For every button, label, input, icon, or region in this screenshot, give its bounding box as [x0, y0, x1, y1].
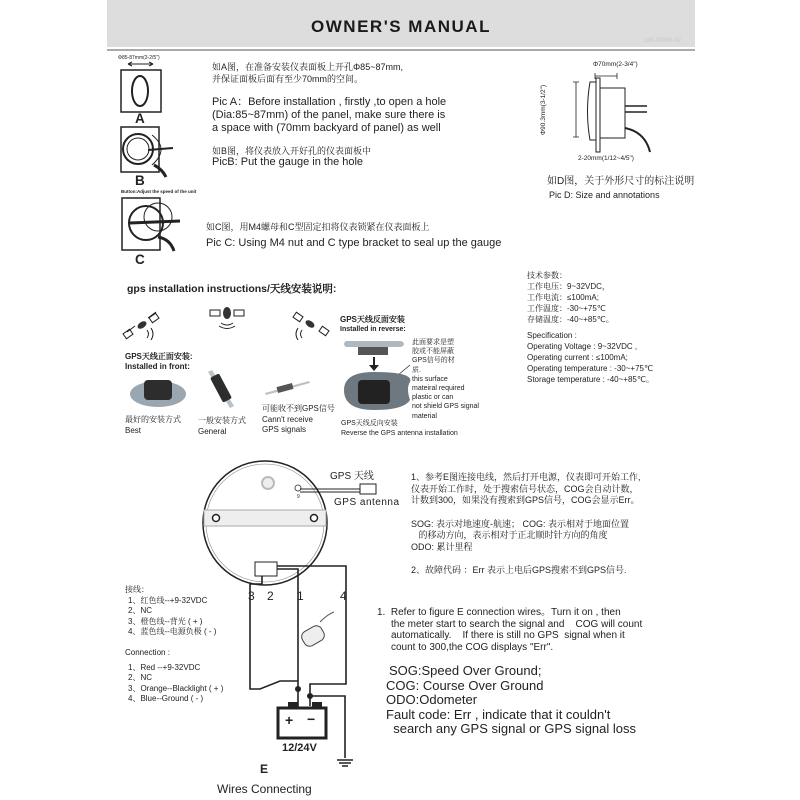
pic-c-text-cn: 如C图，用M4螺母和C型固定扣将仪表锁紧在仪表面板上 — [206, 222, 430, 232]
reverse-install-en: Installed in reverse: — [340, 326, 406, 333]
text-line: a space with (70mm backyard of panel) as well — [212, 122, 441, 134]
text-line: Specification : — [527, 331, 577, 340]
text-line: Cann't receive — [262, 414, 313, 424]
reverse-install-cn: GPS天线反面安装 — [340, 315, 405, 324]
document-code: 186-00009-02 — [643, 38, 681, 44]
text-line: 质. — [412, 366, 421, 374]
text-line: 胶或不能屏蔽 — [412, 348, 454, 356]
pic-d-height-dimension: Φ90.3mm(3-1/2") — [540, 84, 547, 135]
text-line: 存储温度：-40~+85℃。 — [527, 315, 614, 324]
pic-a-label: A — [135, 111, 145, 126]
text-line: 工作电流：≤100mA; — [527, 293, 599, 302]
text-line: material — [412, 412, 437, 420]
glossary — [386, 664, 636, 737]
pic-d-panel-dimension: 2-20mm(1/12~4/5") — [578, 155, 634, 162]
text-line: GPS signals — [262, 425, 307, 434]
text-line: Connection : — [125, 648, 170, 657]
text-line: 并保证面板后面有至少70mm的空间。 — [212, 73, 364, 84]
text-line: 1、红色线--+9-32VDC — [128, 595, 208, 605]
wire-3-label: 3 — [248, 589, 255, 603]
text-line: GPS信号的材 — [412, 357, 455, 365]
text-line: count to 300,the COG displays "Err". — [391, 641, 554, 653]
connection-cn — [125, 585, 216, 638]
page-title: OWNER'S MANUAL — [311, 17, 491, 36]
text-line: the meter start to search the signal and COG will count — [391, 618, 643, 630]
text-line: 此面要求是塑 — [412, 339, 454, 346]
text-line: Operating current : ≤100mA; — [527, 353, 628, 362]
gps-heading: gps installation instructions/天线安装说明: — [127, 283, 337, 295]
pic-d-width-dimension: Φ70mm(2-3/4") — [593, 61, 638, 68]
pic-b-text-cn: 如B图，将仪表放入开好孔的仪表面板中 — [212, 146, 372, 156]
pic-b-label: B — [135, 173, 145, 188]
front-install-cn: GPS天线正面安装: — [125, 352, 193, 361]
text-line: 3、橙色线--背光 ( + ) — [128, 616, 203, 626]
pic-c-label: C — [135, 252, 145, 267]
text-line: Operating temperature : -30~+75℃ — [527, 364, 653, 373]
gps-antenna-label-en: GPS antenna — [334, 497, 400, 508]
text-line: GPS天线反向安装 — [341, 420, 398, 427]
text-line: 4、蓝色线--电源负极 ( - ) — [128, 627, 217, 636]
text-line: SOG: 表示对地速度-航速； COG: 表示相对于地面位置 — [411, 518, 630, 529]
wire-2-label: 2 — [267, 589, 274, 603]
text-line: 最好的安装方式 — [125, 415, 181, 424]
text-line: 2、故障代码 ：Err 表示上电后GPS搜索不到GPS信号. — [411, 565, 627, 575]
battery-plus: + — [285, 712, 294, 728]
text-line: 计数到300，如果没有搜索到GPS信号，COG会显示Err。 — [411, 495, 640, 505]
text-line: 工作电压：9~32VDC， — [527, 282, 610, 291]
text-line: 1、参考E图连接电线，然后打开电源，仪表即可开始工作, — [411, 472, 641, 482]
text-line: 1、Red --+9-32VDC — [128, 662, 201, 672]
text-line: ODO:Odometer — [386, 692, 478, 707]
pic-b-text-en: PicB: Put the gauge in the hole — [212, 156, 364, 168]
text-line: Operating Voltage : 9~32VDC , — [527, 342, 638, 351]
wire-4-label: 4 — [340, 589, 347, 603]
text-line: 仪表开始工作时，处于搜索信号状态，COG会自动计数， — [411, 483, 639, 494]
text-line: 一般安装方式 — [198, 416, 246, 425]
text-line: 如A图，在准备安装仪表面板上开孔Φ85~87mm, — [212, 62, 403, 72]
text-line: COG: Course Over Ground — [386, 677, 544, 693]
pic-d-text-en: Pic D: Size and annotations — [549, 190, 660, 200]
text-line: 3、Orange--Blacklight ( + ) — [128, 683, 224, 693]
text-line: 的移动方向，表示相对于正北顺时针方向的角度 — [411, 530, 608, 540]
text-line: 4、Blue--Ground ( - ) — [128, 694, 204, 703]
text-line: plastic or can — [412, 394, 454, 402]
notes-en — [377, 607, 642, 653]
text-line: 2、NC — [128, 606, 153, 615]
text-line: this surface — [412, 375, 448, 383]
text-line: Fault code: Err , indicate that it couldn't — [386, 706, 611, 722]
pic-a-dimension: Φ85-87mm(3-2/5") — [118, 55, 160, 61]
text-line: General — [198, 426, 227, 436]
gps-antenna-label-cn: GPS 天线 — [330, 471, 374, 482]
text-line: search any GPS signal or GPS signal loss — [386, 721, 637, 736]
front-install-en: Installed in front: — [125, 362, 190, 371]
pic-c-button-note: Button:Adjust the speed of the unit — [121, 189, 197, 194]
ignition-switch-icon — [299, 612, 334, 648]
text-line: mateiral required — [412, 385, 465, 393]
text-line: automatically. If there is still no GPS signal when it — [391, 630, 625, 641]
text-line: Reverse the GPS antenna installation — [341, 430, 458, 437]
text-line: 接线： — [125, 585, 149, 594]
pic-c-text-en: Pic C: Using M4 nut and C type bracket to seal up the gauge — [206, 237, 502, 249]
text-line: Best — [125, 425, 142, 435]
text-line: 可能收不到GPS信号 — [262, 404, 335, 413]
text-line: ODO: 累计里程 — [411, 541, 473, 552]
pic-d-text-cn: 如D图，关于外形尺寸的标注说明 — [547, 176, 695, 187]
notes-cn — [411, 472, 641, 577]
text-line: Storage temperature : -40~+85℃。 — [527, 375, 654, 384]
text-line: (Dia:85~87mm) of the panel, make sure there is — [212, 109, 446, 121]
text-line: 技术参数： — [527, 271, 567, 280]
text-line: SOG:Speed Over Ground; — [389, 663, 542, 678]
battery-voltage: 12/24V — [282, 742, 317, 754]
text-line: 工作温度：-30~+75℃ — [527, 304, 606, 313]
text-line: Pic A：Before installation , firstly ,to open a hole — [212, 96, 447, 108]
wire-1-label: 1 — [297, 589, 304, 603]
wiring-caption: Wires Connecting — [217, 782, 312, 796]
text-line: not shield GPS signal — [412, 403, 479, 411]
text-line: 1. Refer to figure E connection wires。Turn it on , then — [377, 607, 621, 618]
text-line: 2、NC — [128, 673, 153, 682]
figure-e-label: E — [260, 762, 269, 776]
battery-minus: − — [307, 711, 316, 727]
connection-en — [125, 648, 223, 705]
pin-number: 9 — [297, 494, 300, 500]
